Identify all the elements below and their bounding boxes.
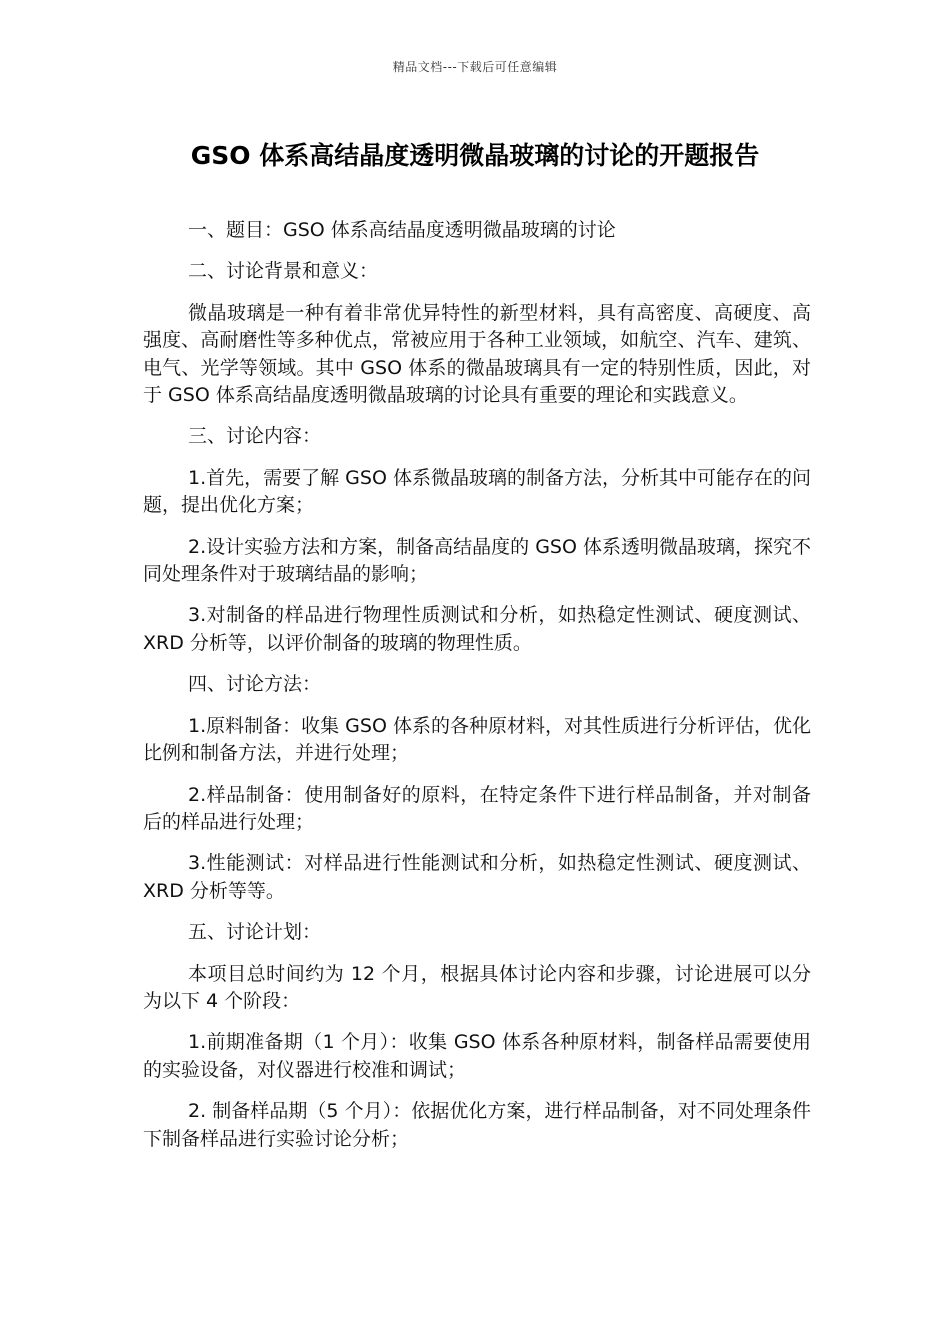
- heading-research-plan: 五、讨论计划：: [188, 921, 322, 944]
- plan-stage-1: 1.前期准备期（1 个月）：收集 GSO 体系各种原材料，制备样品需要使用的实验设备，对仪器进行校准和调试；: [143, 1031, 811, 1081]
- heading-background: 二、讨论背景和意义：: [188, 260, 379, 283]
- plan-stage-2: 2. 制备样品期（5 个月）：依据优化方案，进行样品制备，对不同处理条件下制备样品进行实验讨论分析；: [143, 1100, 811, 1150]
- page-header-note: 精品文档---下载后可任意编辑: [392, 60, 558, 74]
- heading-research-method: 四、讨论方法：: [188, 673, 322, 696]
- heading-research-content: 三、讨论内容：: [188, 425, 322, 448]
- content-item-3: 3.对制备的样品进行物理性质测试和分析，如热稳定性测试、硬度测试、XRD 分析等，以评价制备的玻璃的物理性质。: [143, 604, 811, 654]
- content-item-1: 1.首先，需要了解 GSO 体系微晶玻璃的制备方法，分析其中可能存在的问题，提出优化方案；: [143, 466, 811, 517]
- document-body: [143, 217, 811, 1167]
- paragraph-background: 微晶玻璃是一种有着非常优异特性的新型材料，具有高密度、高硬度、高强度、高耐磨性等多种优点，常被应用于各种工业领域，如航空、汽车、建筑、电气、光学等领域。其中 GSO 体系的微晶玻璃具有一定的特别性质，因此，对于 GSO 体系高结晶度透明微晶玻璃的讨论具有重要的理论和实践意义。: [143, 301, 811, 407]
- heading-topic: 一、题目：GSO 体系高结晶度透明微晶玻璃的讨论: [188, 219, 616, 241]
- plan-overview: 本项目总时间约为 12 个月，根据具体讨论内容和步骤，讨论进展可以分为以下 4 个阶段：: [143, 962, 811, 1012]
- content-item-2: 2.设计实验方法和方案，制备高结晶度的 GSO 体系透明微晶玻璃，探究不同处理条件对于玻璃结晶的影响；: [143, 535, 811, 586]
- method-item-2: 2.样品制备：使用制备好的原料，在特定条件下进行样品制备，并对制备后的样品进行处理；: [143, 783, 811, 833]
- method-item-3: 3.性能测试：对样品进行性能测试和分析，如热稳定性测试、硬度测试、XRD 分析等等。: [143, 852, 811, 902]
- method-item-1: 1.原料制备：收集 GSO 体系的各种原材料，对其性质进行分析评估，优化比例和制备方法，并进行处理；: [143, 714, 811, 765]
- document-title: GSO 体系高结晶度透明微晶玻璃的讨论的开题报告: [190, 141, 760, 170]
